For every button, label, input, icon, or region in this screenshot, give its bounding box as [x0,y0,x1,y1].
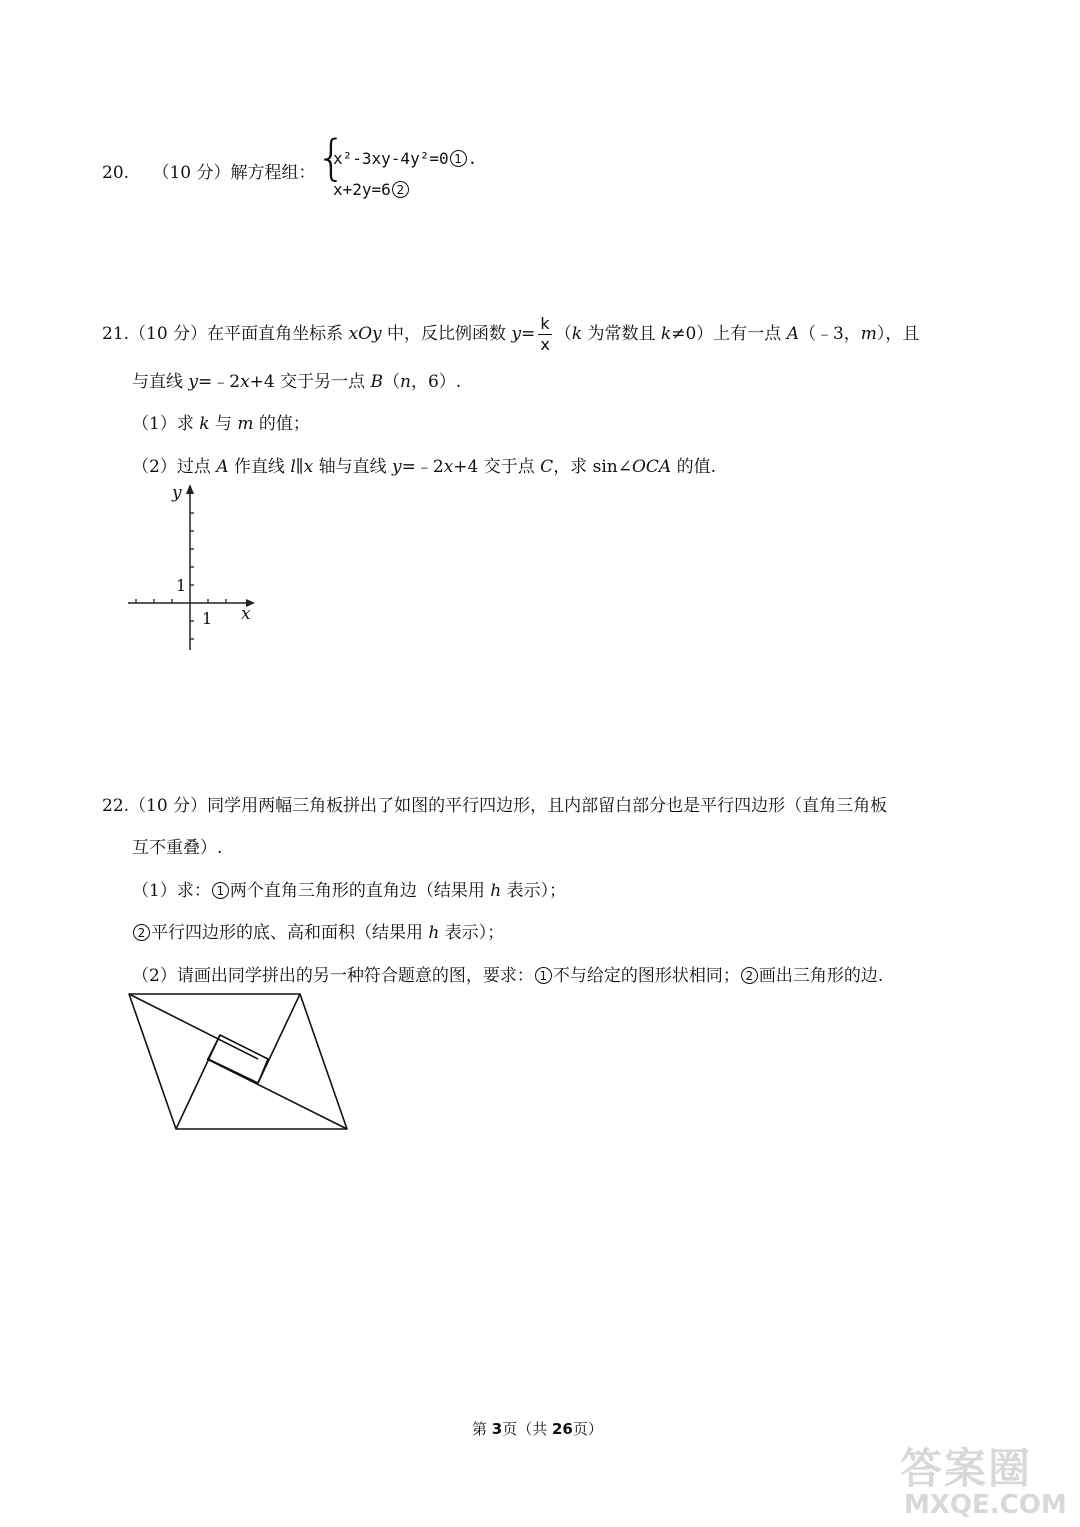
inner-parallelogram [208,1035,268,1083]
q21-var: x [240,372,250,392]
q21-text: 的值； [253,414,310,434]
q22-mark: 2 [133,924,150,941]
q21-y-eq: y= [511,324,536,344]
q21-var: xOy [348,324,382,344]
q21-text: ∥ [295,457,304,477]
q21-text: ≠0）上有一点 [671,324,787,344]
q21-var: B [370,372,384,392]
q21-text: 与直线 [132,372,189,392]
q22-part2 [132,961,883,986]
q21-var: k [199,414,210,434]
q21-part1 [132,409,310,434]
q22-text: 不与给定的图形状相同； [552,966,740,986]
q21-var: y [392,457,402,477]
q21-var: k [660,324,672,344]
q21-var: m [860,324,877,344]
q21-text: 的值. [671,457,716,477]
q21-var: m [237,414,254,434]
q20-eq1: x²-3xy-4y²=0 [333,149,449,168]
q21-var: x [303,457,314,477]
footer-text: 页） [572,1420,603,1438]
watermark-text: 答案圈 [900,1444,1033,1493]
q22-text: 表示）； [501,881,567,901]
q22-parallelogram-figure [120,985,360,1140]
q21-text: +4 交于点 [453,457,541,477]
q21-frac-num: k [538,314,551,335]
q22-mark: 1 [212,882,229,899]
q21-fraction [538,314,551,355]
q21-text: ，6）. [411,372,462,392]
q20-eq1-row [333,149,477,168]
footer-text: 第 [472,1420,492,1438]
q21-var: OCA [631,457,672,477]
q21-text: （ [554,324,572,344]
q22-var: h [428,923,440,943]
q21-line2 [132,367,461,392]
q21-frac-den: x [540,335,550,354]
q22-line1 [102,791,887,816]
q21-text: 作直线 [228,457,291,477]
q20-eq2: x+2y=6 [333,180,391,199]
q21-var: y [188,372,199,392]
q20-brace: { [316,130,347,186]
q21-text: 轴与直线 [313,457,393,477]
q21-text: （1）求 [132,414,200,434]
q20-eq2-mark: 2 [392,181,409,198]
q22-part1 [132,876,566,901]
q20-eq1-mark: 1 [450,150,467,167]
q21-text: 中，反比例函数 [381,324,512,344]
footer-text: 页（共 [502,1420,552,1438]
outer-parallelogram [129,994,347,1129]
q21-var: l [290,457,296,477]
page-total: 26 [552,1420,573,1438]
page-footer [472,1418,603,1439]
q22-number: 22. [102,796,130,816]
q20-score: （10 分）解方程组： [152,163,316,183]
q20-eq2-row [333,180,410,199]
q21-text: （ [383,372,401,392]
q22-text: （2）请画出同学拼出的另一种符合题意的图，要求： [132,966,534,986]
q21-text: =﹣2 [198,372,241,392]
watermark-text: MXQE.COM [904,1490,1067,1520]
q21-var: C [540,457,554,477]
x-axis-label: x [241,604,251,624]
q21-var: n [400,372,411,392]
q22-text: （10 分）同学用两幅三角板拼出了如图的平行四边形，且内部留白部分也是平行四边形（直角三角板 [129,796,888,816]
q22-text: （1）求： [132,881,211,901]
q22-line2 [132,833,222,858]
q22-var: h [490,881,502,901]
q21-text: ，求 sin∠ [553,457,632,477]
q21-axes-figure [120,478,270,658]
q21-text: 与 [209,414,238,434]
watermark-url [904,1490,1067,1520]
q20-number: 20. [102,163,130,183]
y-tick-label: 1 [176,576,187,595]
q21-number: 21. [102,324,130,344]
watermark-logo [900,1436,1032,1496]
q22-text: 画出三角形的边. [758,966,884,986]
q21-text: （10 分）在平面直角坐标系 [129,324,349,344]
y-axis-arrow [186,484,194,494]
q22-text: 互不重叠）. [132,838,223,858]
q22-text: 平行四边形的底、高和面积（结果用 [151,923,429,943]
q21-text: +4 交于另一点 [249,372,371,392]
page-number: 3 [491,1420,503,1438]
q22-text: 表示）； [439,923,505,943]
q20-end: . [467,149,478,168]
q21-text: ），且 [876,324,920,344]
q22-text: 两个直角三角形的直角边（结果用 [229,881,491,901]
q22-mark: 1 [535,967,552,984]
q21-text: （﹣3， [798,324,861,344]
q21-var: k [571,324,583,344]
x-tick-label: 1 [202,609,213,628]
q21-var: x [443,457,454,477]
q22-part1-2 [132,918,504,943]
q21-text: （2）过点 [132,457,217,477]
q21-text: =﹣2 [401,457,444,477]
q21-part2 [132,452,716,477]
q20-row [102,158,316,183]
q21-var: A [786,324,799,344]
y-axis-label: y [172,483,182,503]
q21-text: 为常数且 [582,324,661,344]
q21-line1 [102,314,919,355]
q21-var: A [216,457,229,477]
q22-mark: 2 [741,967,758,984]
